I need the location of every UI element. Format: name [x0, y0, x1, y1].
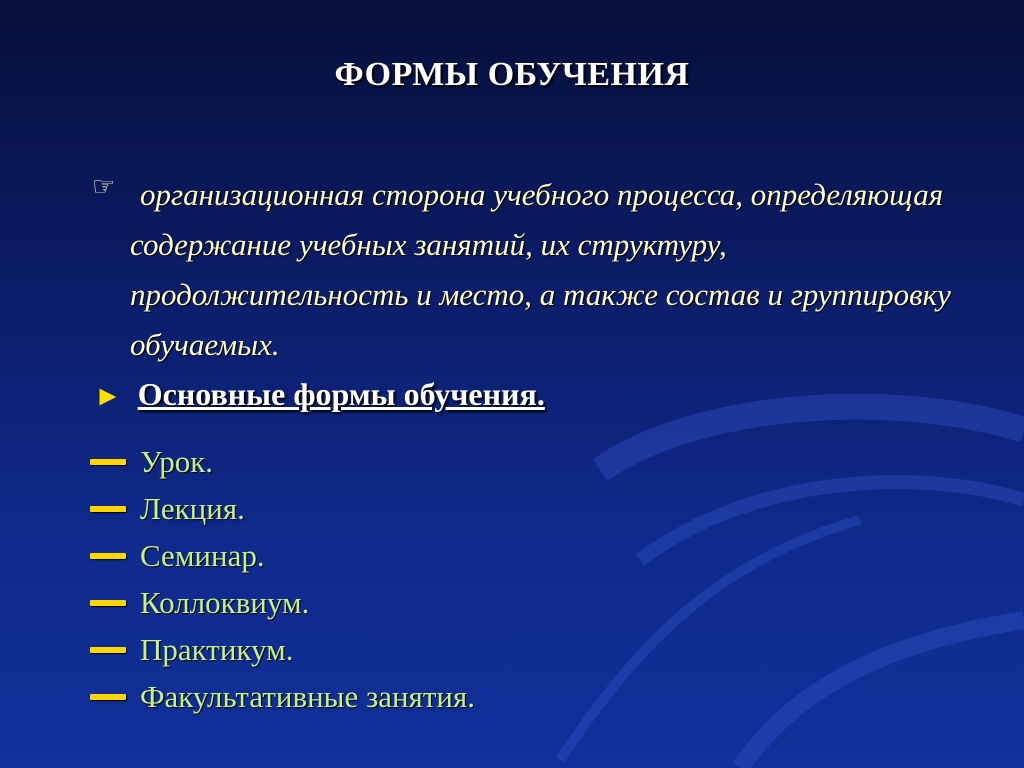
list-item	[90, 579, 475, 626]
pointing-hand-icon: ☞	[92, 172, 116, 201]
form-label: Семинар.	[140, 537, 265, 573]
form-label: Практикум.	[140, 631, 294, 667]
list-item	[90, 438, 475, 485]
form-label: Урок.	[140, 443, 214, 479]
list-item	[90, 673, 475, 720]
subheading-label: Основные формы обучения.	[137, 376, 545, 412]
definition-block	[92, 170, 972, 370]
triangle-right-icon: ►	[94, 381, 122, 412]
dash-icon	[90, 459, 126, 465]
list-item	[90, 485, 475, 532]
form-label: Факультативные занятия.	[140, 678, 476, 714]
list-item	[90, 532, 475, 579]
form-label: Коллоквиум.	[140, 584, 310, 620]
list-item	[90, 626, 475, 673]
dash-icon	[90, 600, 126, 606]
forms-list	[90, 438, 475, 720]
dash-icon	[90, 647, 126, 653]
slide-title: ФОРМЫ ОБУЧЕНИЯ	[334, 56, 690, 93]
dash-icon	[90, 553, 126, 559]
dash-icon	[90, 694, 126, 700]
form-label: Лекция.	[140, 490, 245, 526]
definition-text: организационная сторона учебного процесса, определяющая содержание учебных занятий, их структуру, продолжительность и место, а также состав и группировку обучаемых.	[130, 177, 951, 362]
subheading	[94, 376, 545, 413]
dash-icon	[90, 506, 126, 512]
